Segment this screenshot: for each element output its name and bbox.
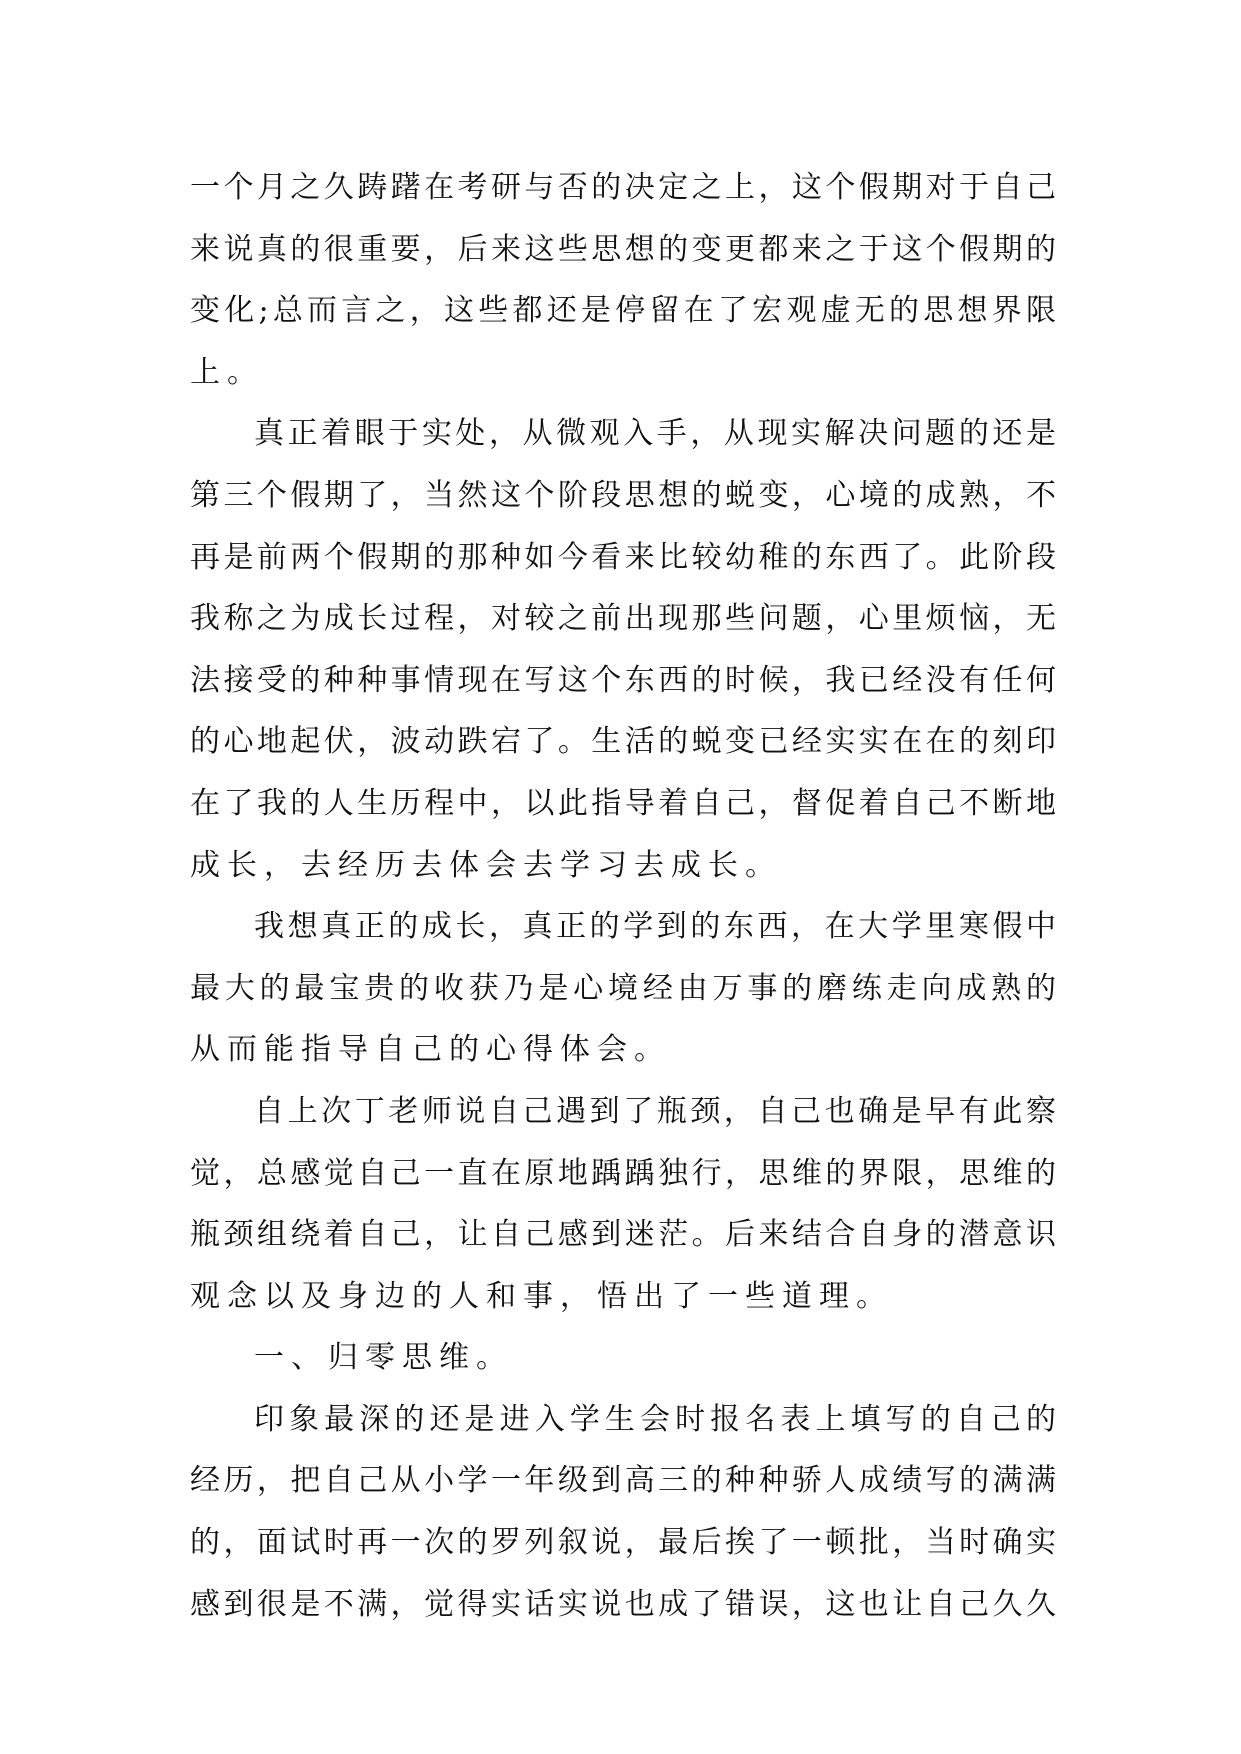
text-line: 变化;总而言之，这些都还是停留在了宏观虚无的思想界限 <box>190 293 1056 329</box>
text-line: 的，面试时再一次的罗列叙说，最后挨了一顿批，当时确实 <box>190 1525 1056 1561</box>
text-line: 最大的最宝贵的收获乃是心境经由万事的磨练走向成熟的 <box>190 970 1056 1006</box>
text-line: 觉，总感觉自己一直在原地踽踽独行，思维的界限，思维的 <box>190 1155 1056 1191</box>
text-line: 在了我的人生历程中，以此指导着自己，督促着自己不断地 <box>190 785 1056 821</box>
paragraph-3 <box>190 896 1056 1081</box>
paragraph-1 <box>190 157 1056 403</box>
paragraph-2 <box>190 403 1056 896</box>
text-line: 经历，把自己从小学一年级到高三的种种骄人成绩写的满满 <box>190 1463 1056 1499</box>
text-line: 真正着眼于实处，从微观入手，从现实解决问题的还是 <box>254 416 1056 452</box>
text-line: 印象最深的还是进入学生会时报名表上填写的自己的 <box>254 1401 1056 1437</box>
text-line: 第三个假期了，当然这个阶段思想的蜕变，心境的成熟，不 <box>190 477 1056 513</box>
paragraph-6 <box>190 1389 1056 1635</box>
text-line: 我想真正的成长，真正的学到的东西，在大学里寒假中 <box>254 909 1056 945</box>
text-line: 的心地起伏，波动跌宕了。生活的蜕变已经实实在在的刻印 <box>190 724 1056 760</box>
section-heading <box>190 1327 1056 1389</box>
text-line: 自上次丁老师说自己遇到了瓶颈，自己也确是早有此察 <box>254 1093 1056 1129</box>
paragraph-4 <box>190 1081 1056 1327</box>
text-line: 来说真的很重要，后来这些思想的变更都来之于这个假期的 <box>190 231 1056 267</box>
text-line: 从而能指导自己的心得体会。 <box>190 1032 671 1068</box>
text-line: 法接受的种种事情现在写这个东西的时候，我已经没有任何 <box>190 662 1056 698</box>
text-line: 再是前两个假期的那种如今看来比较幼稚的东西了。此阶段 <box>190 539 1056 575</box>
text-line: 上。 <box>190 354 264 390</box>
text-line: 瓶颈组绕着自己，让自己感到迷茫。后来结合自身的潜意识 <box>190 1217 1056 1253</box>
text-line: 感到很是不满，觉得实话实说也成了错误，这也让自己久久 <box>190 1586 1056 1622</box>
text-line: 一个月之久踌躇在考研与否的决定之上，这个假期对于自己 <box>190 170 1056 205</box>
text-line: 观念以及身边的人和事，悟出了一些道理。 <box>190 1278 893 1314</box>
text-line: 我称之为成长过程，对较之前出现那些问题，心里烦恼，无 <box>190 601 1056 637</box>
text-line: 成长，去经历去体会去学习去成长。 <box>190 847 782 883</box>
heading-line: 一、归零思维。 <box>254 1340 513 1376</box>
document-body <box>190 157 1056 1635</box>
